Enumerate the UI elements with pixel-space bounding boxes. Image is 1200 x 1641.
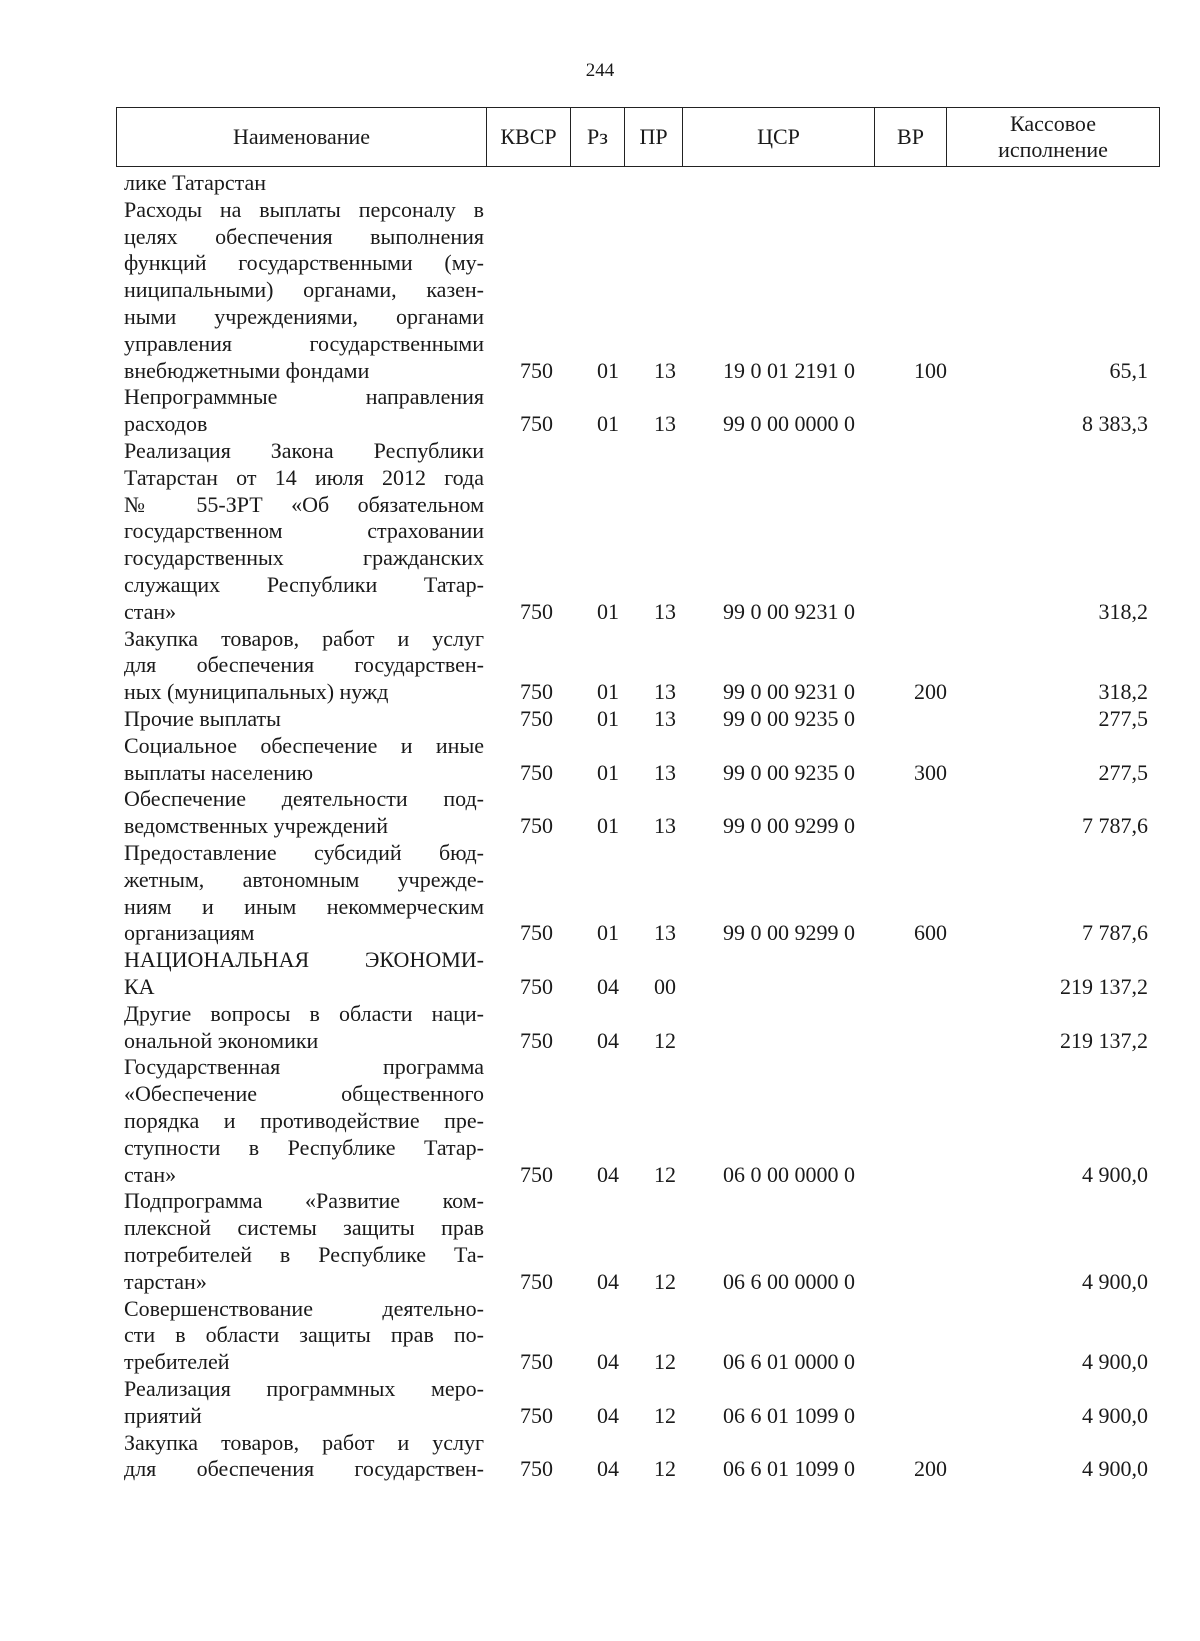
- row-name-line: Закупка товаров, работ и услуг: [124, 625, 484, 651]
- row-rz: 04: [597, 973, 619, 999]
- row-name-line: приятий: [124, 1402, 202, 1428]
- row-rz: 04: [597, 1456, 619, 1482]
- row-rz: 01: [597, 920, 619, 946]
- table-row: [0, 384, 1200, 438]
- row-name-line: НАЦИОНАЛЬНАЯ ЭКОНОМИ-: [124, 947, 484, 973]
- row-pr: 13: [654, 706, 676, 731]
- row-amount: 4 900,0: [1082, 1161, 1148, 1187]
- row-rz: 04: [597, 1349, 619, 1375]
- row-kvsr: 750: [520, 1027, 553, 1053]
- row-name-line: внебюджетными фондами: [124, 357, 370, 383]
- row-kvsr: 750: [520, 598, 553, 624]
- row-amount: 277,5: [1098, 759, 1148, 785]
- row-name-line: ниям и иным некоммерческим: [124, 893, 484, 919]
- header-vr: ВР: [875, 108, 947, 167]
- row-amount: 277,5: [1098, 706, 1148, 731]
- row-amount: 7 787,6: [1082, 813, 1148, 839]
- row-rz: 01: [597, 411, 619, 437]
- row-pr: 13: [654, 759, 676, 785]
- row-name-line: Государственная программа: [124, 1054, 484, 1080]
- row-name: [124, 733, 484, 787]
- row-rz: 01: [597, 759, 619, 785]
- row-amount: 4 900,0: [1082, 1268, 1148, 1294]
- row-kvsr: 750: [520, 973, 553, 999]
- row-name-line: государственных гражданских: [124, 545, 484, 571]
- row-amount: 219 137,2: [1060, 1027, 1148, 1053]
- row-csr: 19 0 01 2191 0: [723, 357, 855, 383]
- row-pr: 13: [654, 679, 676, 705]
- row-name-line: выплаты населению: [124, 759, 314, 785]
- table-row: [0, 786, 1200, 840]
- row-name-line: Предоставление субсидий бюд-: [124, 840, 484, 865]
- row-name: [124, 1376, 484, 1430]
- row-csr: 99 0 00 9231 0: [723, 679, 855, 705]
- row-name: [124, 170, 484, 197]
- row-pr: 12: [654, 1161, 676, 1187]
- row-name: [124, 1188, 484, 1295]
- table-row: [0, 947, 1200, 1001]
- table-row: [0, 1054, 1200, 1188]
- table-row: [0, 840, 1200, 947]
- row-kvsr: 750: [520, 706, 553, 731]
- row-rz: 04: [597, 1268, 619, 1294]
- row-name: [124, 947, 484, 1001]
- row-pr: 12: [654, 1402, 676, 1428]
- header-amount: [947, 108, 1160, 167]
- row-amount: 318,2: [1098, 598, 1148, 624]
- row-pr: 13: [654, 598, 676, 624]
- row-name-line: Другие вопросы в области наци-: [124, 1000, 484, 1026]
- row-name-line: ступности в Республике Татар-: [124, 1134, 484, 1160]
- row-pr: 12: [654, 1349, 676, 1375]
- row-csr: 06 6 01 1099 0: [723, 1456, 855, 1482]
- row-name-line: Прочие выплаты: [124, 706, 281, 731]
- row-name-line: «Обеспечение общественного: [124, 1081, 484, 1107]
- row-name-line: сти в области защиты прав по-: [124, 1322, 484, 1348]
- row-name-line: Расходы на выплаты персоналу в: [124, 196, 484, 222]
- row-amount: 4 900,0: [1082, 1456, 1148, 1482]
- row-pr: 13: [654, 411, 676, 437]
- row-kvsr: 750: [520, 813, 553, 839]
- table-row: [0, 197, 1200, 385]
- row-name-line: требителей: [124, 1349, 230, 1375]
- row-vr: 100: [914, 357, 947, 383]
- row-rz: 01: [597, 357, 619, 383]
- row-vr: 300: [914, 759, 947, 785]
- row-name-line: ональной экономики: [124, 1027, 319, 1053]
- table-row: [0, 1296, 1200, 1376]
- row-name-line: Непрограммные направления: [124, 384, 484, 410]
- row-name-line: организациям: [124, 920, 255, 946]
- row-rz: 01: [597, 706, 619, 731]
- header-name: Наименование: [117, 108, 487, 167]
- row-kvsr: 750: [520, 759, 553, 785]
- table-row: [0, 1430, 1200, 1484]
- row-kvsr: 750: [520, 920, 553, 946]
- row-name: [124, 197, 484, 385]
- row-name-line: ведомственных учреждений: [124, 813, 388, 839]
- row-vr: 200: [914, 679, 947, 705]
- row-pr: 12: [654, 1456, 676, 1482]
- row-name-line: ниципальными) органами, казен-: [124, 277, 484, 303]
- table-row: [0, 1376, 1200, 1430]
- row-name-line: служащих Республики Татар-: [124, 571, 484, 597]
- header-kvsr: КВСР: [487, 108, 571, 167]
- header-rz: Рз: [571, 108, 625, 167]
- row-name-line: КА: [124, 973, 155, 999]
- table-row: [0, 733, 1200, 787]
- header-pr: ПР: [625, 108, 683, 167]
- row-name: [124, 840, 484, 947]
- row-name-line: Закупка товаров, работ и услуг: [124, 1429, 484, 1455]
- row-csr: 99 0 00 9235 0: [723, 759, 855, 785]
- row-name: [124, 1054, 484, 1188]
- row-amount: 318,2: [1098, 679, 1148, 705]
- row-name: [124, 786, 484, 840]
- row-name-line: стан»: [124, 598, 177, 624]
- row-name-line: № 55-ЗРТ «Об обязательном: [124, 491, 484, 517]
- row-name: [124, 706, 484, 733]
- row-rz: 01: [597, 598, 619, 624]
- row-kvsr: 750: [520, 411, 553, 437]
- row-pr: 13: [654, 920, 676, 946]
- row-amount: 4 900,0: [1082, 1349, 1148, 1375]
- row-pr: 12: [654, 1268, 676, 1294]
- row-name-line: для обеспечения государствен-: [124, 1456, 484, 1482]
- row-name-line: стан»: [124, 1161, 177, 1187]
- row-name-line: Татарстан от 14 июля 2012 года: [124, 464, 484, 490]
- page-number: 244: [585, 60, 615, 81]
- row-name-line: плексной системы защиты прав: [124, 1215, 484, 1241]
- row-csr: 99 0 00 9231 0: [723, 598, 855, 624]
- row-name-line: жетным, автономным учрежде-: [124, 866, 484, 892]
- table-row: [0, 1001, 1200, 1055]
- row-name-line: потребителей в Республике Та-: [124, 1241, 484, 1267]
- table-header: [116, 107, 1160, 167]
- row-pr: 13: [654, 357, 676, 383]
- row-csr: 99 0 00 0000 0: [723, 411, 855, 437]
- row-csr: 99 0 00 9299 0: [723, 813, 855, 839]
- row-amount: 65,1: [1109, 357, 1148, 383]
- row-name-line: ными учреждениями, органами: [124, 303, 484, 329]
- row-name: [124, 438, 484, 626]
- row-kvsr: 750: [520, 1402, 553, 1428]
- row-kvsr: 750: [520, 1456, 553, 1482]
- row-pr: 00: [654, 973, 676, 999]
- row-name-line: управления государственными: [124, 330, 484, 356]
- row-name: [124, 1430, 484, 1484]
- row-csr: 06 6 00 0000 0: [723, 1268, 855, 1294]
- row-name: [124, 1296, 484, 1376]
- table-row: [0, 170, 1200, 197]
- row-name-line: Реализация Закона Республики: [124, 438, 484, 463]
- row-name-line: тарстан»: [124, 1268, 207, 1294]
- row-name-line: для обеспечения государствен-: [124, 652, 484, 678]
- row-name-line: лике Татарстан: [124, 170, 267, 195]
- row-name-line: Подпрограмма «Развитие ком-: [124, 1188, 484, 1214]
- row-name-line: расходов: [124, 411, 208, 437]
- row-pr: 12: [654, 1027, 676, 1053]
- row-name-line: ных (муниципальных) нужд: [124, 679, 389, 705]
- row-vr: 600: [914, 920, 947, 946]
- row-amount: 4 900,0: [1082, 1402, 1148, 1428]
- table-row: [0, 438, 1200, 626]
- row-name: [124, 1001, 484, 1055]
- row-name-line: Реализация программных меро-: [124, 1376, 484, 1401]
- row-csr: 06 0 00 0000 0: [723, 1161, 855, 1187]
- table-row: [0, 706, 1200, 733]
- row-csr: 99 0 00 9235 0: [723, 706, 855, 731]
- row-csr: 06 6 01 1099 0: [723, 1402, 855, 1428]
- row-vr: 200: [914, 1456, 947, 1482]
- row-pr: 13: [654, 813, 676, 839]
- row-rz: 04: [597, 1161, 619, 1187]
- row-name: [124, 384, 484, 438]
- row-name-line: порядка и противодействие пре-: [124, 1107, 484, 1133]
- row-name-line: государственном страховании: [124, 518, 484, 544]
- row-kvsr: 750: [520, 1268, 553, 1294]
- header-csr: ЦСР: [683, 108, 875, 167]
- row-kvsr: 750: [520, 679, 553, 705]
- row-kvsr: 750: [520, 1349, 553, 1375]
- table-row: [0, 1188, 1200, 1295]
- row-name-line: Обеспечение деятельности под-: [124, 786, 484, 812]
- row-amount: 8 383,3: [1082, 411, 1148, 437]
- header-amount-line-2: исполнение: [998, 137, 1108, 162]
- table-row: [0, 626, 1200, 706]
- row-csr: 99 0 00 9299 0: [723, 920, 855, 946]
- row-csr: 06 6 01 0000 0: [723, 1349, 855, 1375]
- row-rz: 01: [597, 813, 619, 839]
- row-name-line: Социальное обеспечение и иные: [124, 732, 484, 758]
- row-name-line: функций государственными (му-: [124, 250, 484, 276]
- header-amount-line-1: Кассовое: [1010, 111, 1096, 136]
- row-amount: 219 137,2: [1060, 973, 1148, 999]
- row-kvsr: 750: [520, 1161, 553, 1187]
- row-rz: 01: [597, 679, 619, 705]
- row-rz: 04: [597, 1027, 619, 1053]
- row-name: [124, 626, 484, 706]
- row-kvsr: 750: [520, 357, 553, 383]
- row-name-line: целях обеспечения выполнения: [124, 223, 484, 249]
- row-name-line: Совершенствование деятельно-: [124, 1295, 484, 1321]
- row-rz: 04: [597, 1402, 619, 1428]
- row-amount: 7 787,6: [1082, 920, 1148, 946]
